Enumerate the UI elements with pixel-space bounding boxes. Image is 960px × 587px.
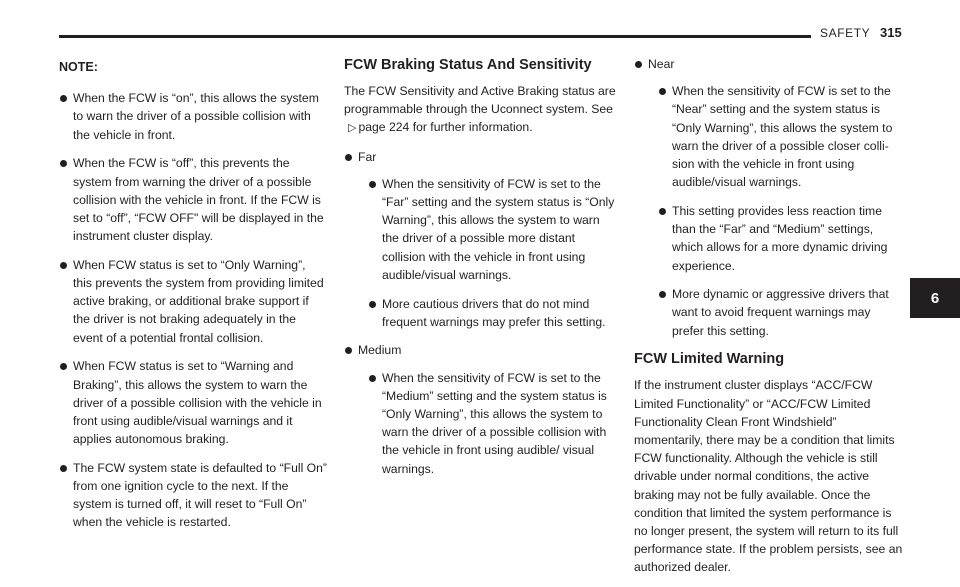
intro-paragraph — [344, 82, 616, 138]
page-number: 315 — [880, 25, 902, 40]
limited-warning-paragraph: If the instrument cluster displays “ACC/FCW Limited Functionality” or “ACC/FCW Limited Functionality Clean Front Windshield” momentarily, there may be a condition that limits FCW functionality. Although the vehicle is still drivable under normal conditions, the active braking may not be fully available. Once the condition that limited the system performance is no longer present, the system will return to its full performance state. If the problem persists, see an authorized dealer. — [634, 378, 903, 575]
intro-text-end: for further information. — [412, 120, 533, 135]
sub-list-item: When the sensitivity of FCW is set to the “Far” setting and the system status is “Only Warning”, this allows the system to warn the driver of a possible more distant collision with the vehicle in front using audible/visual warnings. — [368, 175, 616, 284]
list-item-medium: Medium — [344, 341, 616, 359]
header-rule — [59, 35, 811, 38]
sub-list-item: When the sensitivity of FCW is set to the “Medium” setting and the system status is “Only Warning”, this allows the system to warn the driver of a possible collision with the vehicle in front using audible/ visual warnings. — [368, 369, 616, 478]
column-right — [634, 55, 904, 587]
list-item: When FCW status is set to “Only Warning”, this prevents the system from providing limited active braking, or additional brake support if the driver is not braking adequately in the event of a potential frontal collision. — [59, 256, 327, 347]
intro-text: The FCW Sensitivity and Active Braking status are programmable through the Uconnect system. See — [344, 84, 616, 117]
list-item: The FCW system state is defaulted to “Full On” from one ignition cycle to the next. If the system is turned off, it will reset to “Full On” when the vehicle is restarted. — [59, 459, 327, 532]
section-heading: FCW Limited Warning — [634, 351, 785, 368]
section-title: SAFETY — [820, 26, 871, 40]
page-reference-link[interactable]: page 224 — [358, 120, 410, 135]
list-item: When FCW status is set to “Warning and Braking”, this allows the system to warn the driver of a possible collision with the vehicle in front using audible/visual warnings and it applies autonomous braking. — [59, 357, 327, 448]
column-middle — [344, 56, 616, 488]
chapter-tab[interactable]: 6 — [910, 278, 960, 318]
section-heading: FCW Braking Status And Sensitivity — [344, 57, 592, 73]
page-reference-arrow-icon: ▷ — [348, 122, 357, 135]
sub-list-item: This setting provides less reaction time than the “Far” and “Medium” settings, which allows for a more dynamic driving experience. — [658, 202, 904, 275]
list-item: When the FCW is “on”, this allows the system to warn the driver of a possible collision with the vehicle in front. — [59, 89, 327, 144]
list-item: When the FCW is “off”, this prevents the system from warning the driver of a possible collision with the vehicle in front. If the FCW is set to “off”, “FCW OFF" will be displayed in the instrument cluster display. — [59, 154, 327, 245]
list-item-near: Near — [634, 55, 904, 73]
sub-list-item: More dynamic or aggressive drivers that want to avoid frequent warnings may prefer this setting. — [658, 285, 904, 340]
list-item-far: Far — [344, 148, 616, 166]
sub-list-item: When the sensitivity of FCW is set to the “Near” setting and the system status is “Only Warning”, this allows the system to warn the driver of a possible closer colli- sion with the vehicle in front using audible/visual warnings. — [658, 82, 904, 191]
column-left — [59, 58, 327, 542]
sub-list-item: More cautious drivers that do not mind frequent warnings may prefer this setting. — [368, 295, 616, 331]
note-label: NOTE: — [59, 60, 98, 74]
